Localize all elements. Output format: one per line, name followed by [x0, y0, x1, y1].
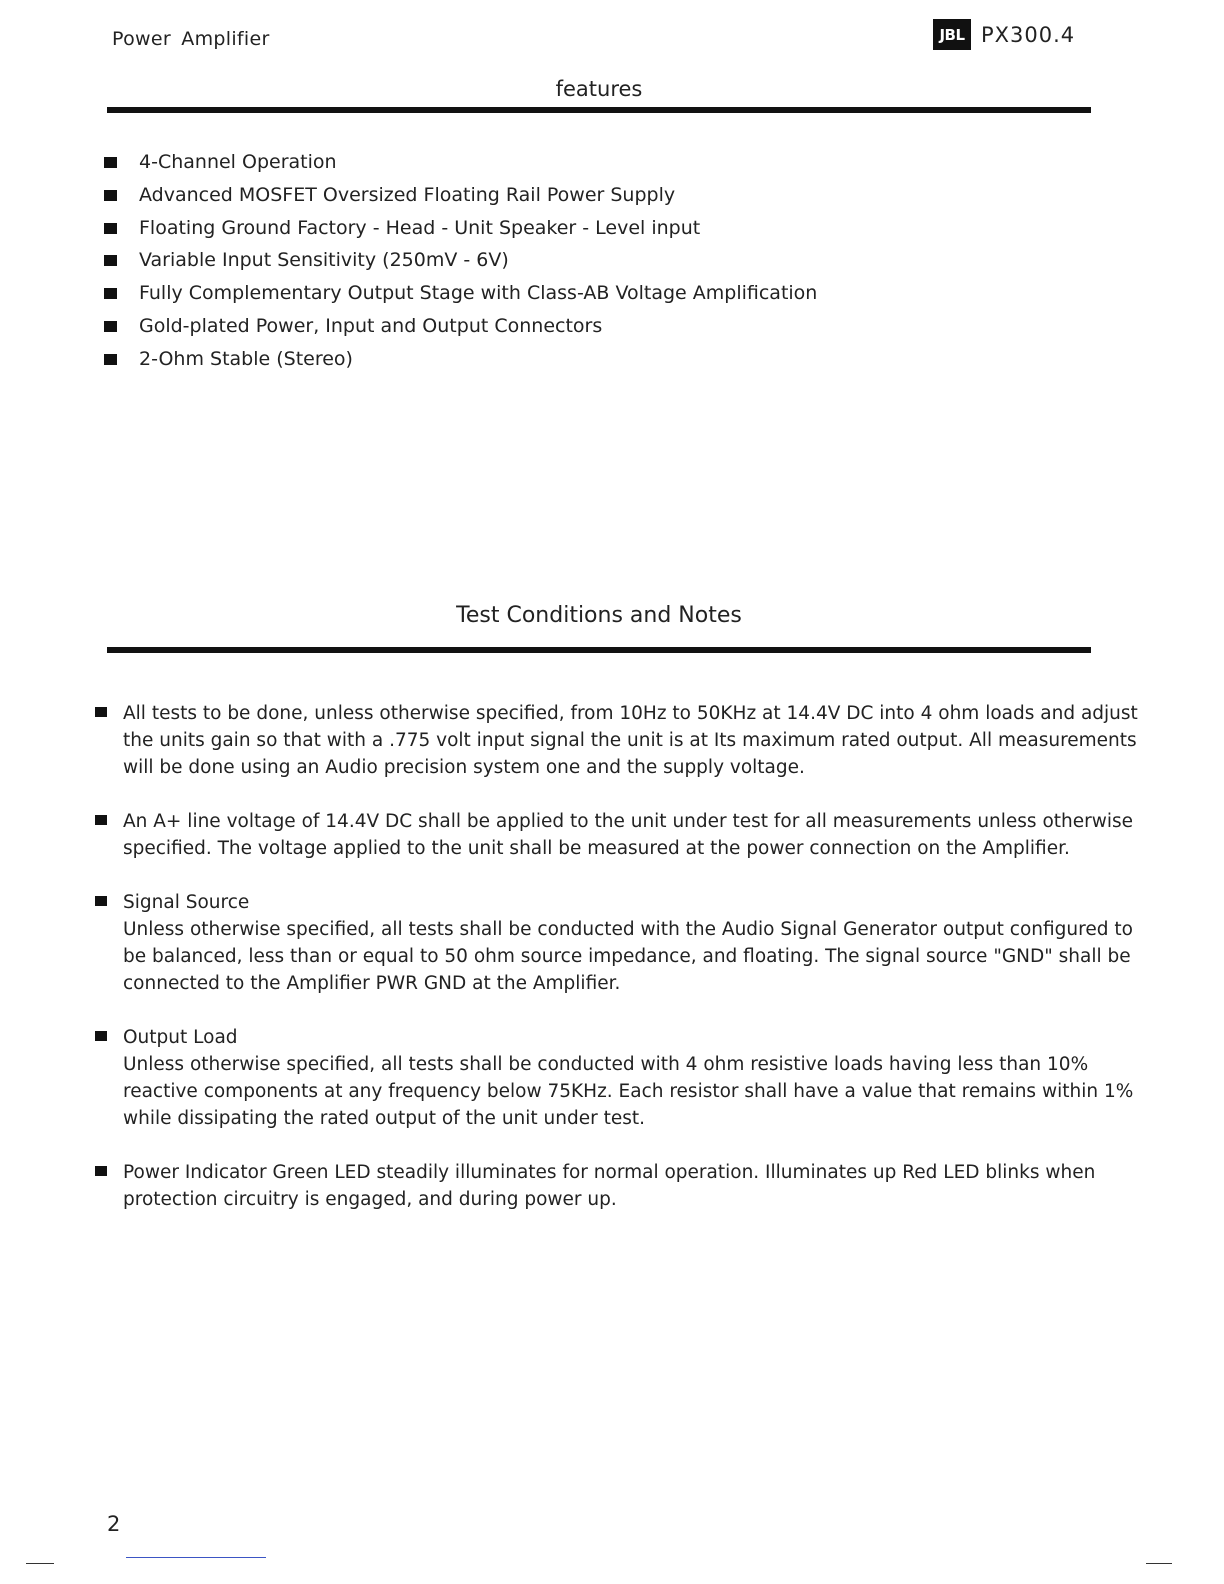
model-name: PX300.4	[981, 22, 1076, 47]
square-bullet-icon	[95, 1031, 107, 1041]
square-bullet-icon	[104, 354, 117, 365]
notes-list	[95, 700, 1138, 1240]
square-bullet-icon	[104, 223, 117, 234]
square-bullet-icon	[104, 190, 117, 201]
note-line: An A+ line voltage of 14.4V DC shall be applied to the unit under test for all measurements unless otherwise	[123, 811, 1134, 832]
note-item	[95, 889, 1133, 997]
square-bullet-icon	[104, 321, 117, 332]
square-bullet-icon	[104, 288, 117, 299]
note-item	[95, 1159, 1125, 1213]
note-item	[95, 700, 1138, 781]
note-item	[95, 1024, 1134, 1132]
features-rule	[107, 107, 1091, 113]
brand	[933, 19, 1075, 50]
square-bullet-icon	[104, 157, 117, 168]
feature-item: Variable Input Sensitivity (250mV - 6V)	[104, 247, 817, 280]
note-line: Unless otherwise specified, all tests shall be conducted with 4 ohm resistive loads having less than 10%	[123, 1054, 1089, 1075]
square-bullet-icon	[95, 815, 107, 825]
notes-heading: Test Conditions and Notes	[456, 603, 742, 628]
note-line: reactive components at any frequency below 75KHz. Each resistor shall have a value that remains within 1%	[123, 1081, 1134, 1102]
note-heading: Signal Source	[123, 892, 250, 913]
note-line: be balanced, less than or equal to 50 ohm source impedance, and floating. The signal source "GND" shall be	[123, 946, 1131, 967]
crop-mark-left	[26, 1563, 54, 1564]
square-bullet-icon	[95, 1166, 107, 1176]
square-bullet-icon	[95, 707, 107, 717]
notes-rule	[107, 647, 1091, 653]
note-line: All tests to be done, unless otherwise specified, from 10Hz to 50KHz at 14.4V DC into 4 ohm loads and adjust	[123, 703, 1138, 724]
square-bullet-icon	[104, 255, 117, 266]
document-title: Power Amplifier	[112, 28, 270, 50]
note-line: protection circuitry is engaged, and during power up.	[123, 1189, 617, 1210]
page-number: 2	[107, 1512, 121, 1536]
feature-item: 4-Channel Operation	[104, 149, 817, 182]
note-line: Power Indicator Green LED steadily illuminates for normal operation. Illuminates up Red LED blinks when	[123, 1162, 1096, 1183]
note-line: connected to the Amplifier PWR GND at the Amplifier.	[123, 973, 621, 994]
feature-item: Advanced MOSFET Oversized Floating Rail Power Supply	[104, 182, 817, 215]
note-line: while dissipating the rated output of the unit under test.	[123, 1108, 646, 1129]
jbl-logo: JBL	[933, 19, 971, 50]
note-line: specified. The voltage applied to the unit shall be measured at the power connection on the Amplifier.	[123, 838, 1070, 859]
features-list	[104, 149, 817, 379]
feature-item: Gold-plated Power, Input and Output Connectors	[104, 313, 817, 346]
crop-mark-right	[1146, 1563, 1172, 1564]
note-item	[95, 808, 1134, 862]
note-line: will be done using an Audio precision system one and the supply voltage.	[123, 757, 805, 778]
feature-item: 2-Ohm Stable (Stereo)	[104, 346, 817, 379]
note-line: Unless otherwise specified, all tests shall be conducted with the Audio Signal Generator output configured to	[123, 919, 1133, 940]
note-heading: Output Load	[123, 1027, 238, 1048]
square-bullet-icon	[95, 896, 107, 906]
feature-item: Fully Complementary Output Stage with Class-AB Voltage Amplification	[104, 280, 817, 313]
footer-underline	[126, 1557, 266, 1558]
features-heading: features	[555, 77, 643, 101]
note-line: the units gain so that with a .775 volt input signal the unit is at Its maximum rated output. All measurements	[123, 730, 1137, 751]
feature-item: Floating Ground Factory - Head - Unit Speaker - Level input	[104, 215, 817, 248]
